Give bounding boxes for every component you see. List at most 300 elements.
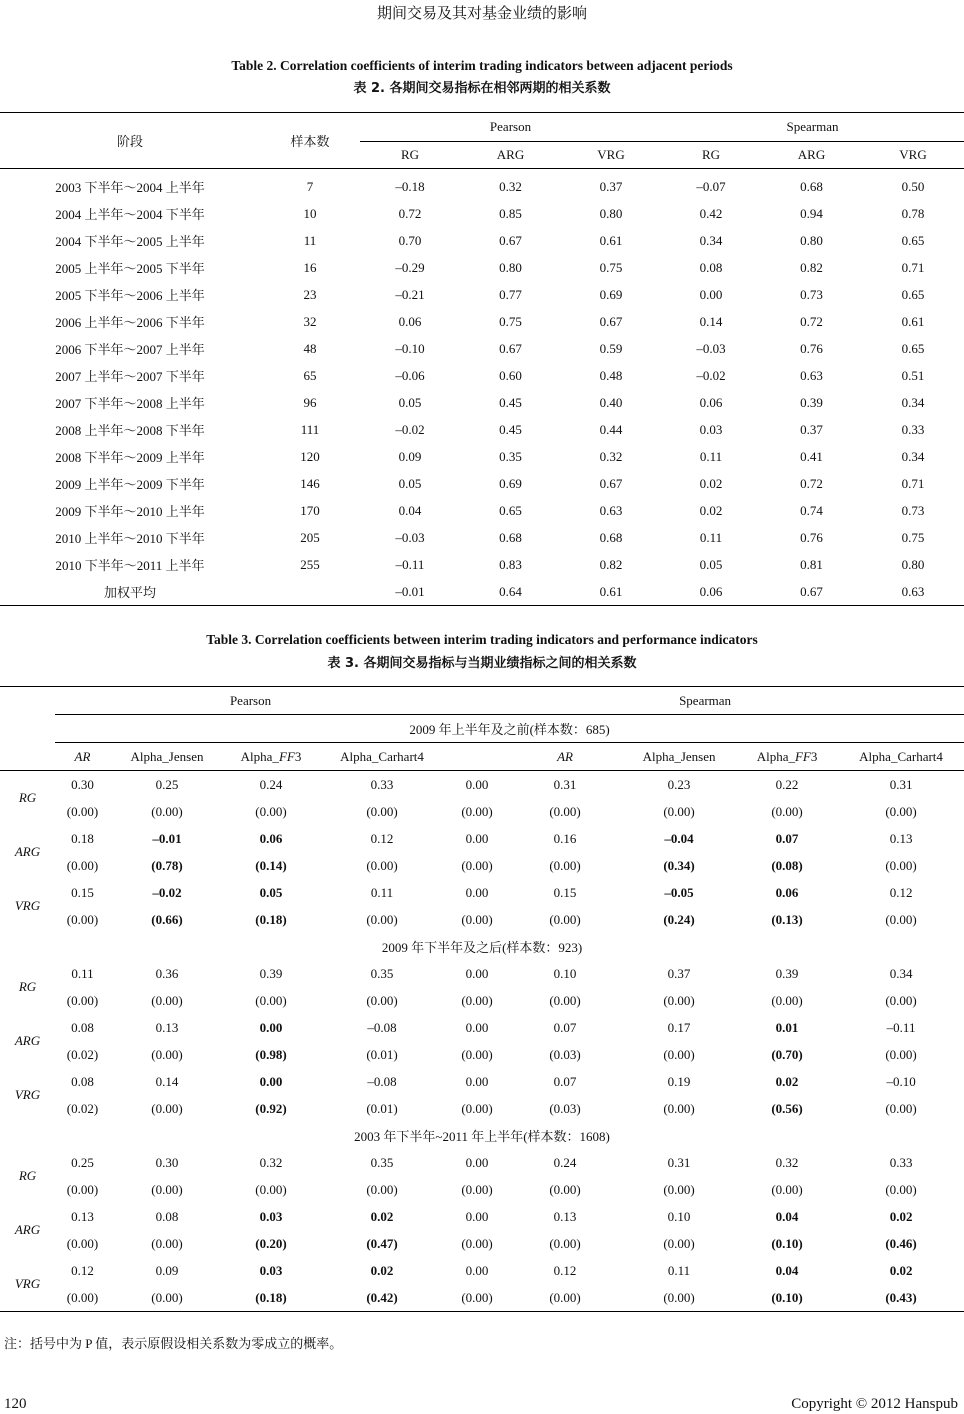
table-row: [0, 200, 964, 227]
table-row: [0, 281, 964, 308]
table-row: [0, 227, 964, 254]
p-value-cell: (0.00): [151, 1181, 183, 1197]
coef-cell: 0.65: [901, 286, 925, 302]
period-cell: 2004 上半年～2004 下半年: [55, 207, 205, 222]
coef-cell: 0.67: [499, 340, 522, 356]
p-value-cell: (0.00): [66, 1235, 99, 1251]
row-label: RG: [18, 979, 37, 994]
p-value-cell: (0.03): [549, 1100, 581, 1116]
coef-cell: 0.11: [699, 529, 723, 545]
coef-cell: 0.00: [465, 1019, 489, 1035]
coef-cell: 0.08: [155, 1208, 179, 1224]
p-value-cell: (0.00): [66, 803, 99, 819]
period-cell: 加权平均: [103, 585, 156, 600]
col-header: AR: [508, 743, 622, 771]
coef-cell: 0.33: [370, 776, 394, 792]
sample-size-cell: [260, 578, 360, 606]
coef-cell: 0.25: [155, 776, 179, 792]
coef-cell: 0.03: [699, 421, 723, 437]
period-cell: 2005 下半年～2006 上半年: [55, 288, 205, 303]
p-value-cell: (0.34): [663, 857, 695, 873]
coef-cell: 0.60: [499, 367, 522, 383]
p-value-cell: (0.00): [663, 1100, 695, 1116]
coef-cell: 0.33: [889, 1154, 913, 1170]
coef-cell: –0.06: [395, 367, 425, 383]
coef-cell: 0.83: [499, 556, 522, 572]
coef-cell: –0.05: [664, 884, 694, 900]
coef-cell: 0.37: [800, 421, 823, 437]
period-cell: 2006 下半年～2007 上半年: [55, 342, 205, 357]
coef-cell: 0.80: [499, 259, 522, 275]
table2-caption-en: Table 2. Correlation coefficients of interim trading indicators between adjacent periods: [231, 58, 733, 73]
coef-cell: 0.50: [901, 178, 925, 194]
coef-cell: 0.75: [599, 259, 623, 275]
coef-cell: 0.68: [800, 178, 823, 194]
coef-cell: 0.06: [775, 884, 799, 900]
col-header: [446, 743, 508, 771]
table-row-pvalue: [0, 906, 964, 933]
table-row: [0, 1068, 964, 1095]
period-cell: 2010 上半年～2010 下半年: [55, 531, 205, 546]
coef-cell: 0.72: [800, 475, 823, 491]
coef-cell: 0.70: [398, 232, 422, 248]
col-header: Alpha_Carhart4: [318, 743, 446, 771]
table-row: [0, 1203, 964, 1230]
col-header: Alpha_Carhart4: [838, 743, 964, 771]
p-value-cell: (0.01): [366, 1046, 398, 1062]
coef-cell: 0.08: [71, 1019, 94, 1035]
row-label: VRG: [14, 1276, 41, 1291]
coef-cell: 0.03: [259, 1208, 283, 1224]
col-header: Alpha_Jensen: [622, 743, 736, 771]
p-value-cell: (0.00): [461, 1181, 493, 1197]
p-value-cell: (0.00): [461, 992, 493, 1008]
coef-cell: 0.75: [499, 313, 522, 329]
table-row-pvalue: [0, 798, 964, 825]
coef-cell: 0.63: [599, 502, 623, 518]
table-row: [0, 470, 964, 497]
coef-cell: 0.05: [398, 394, 422, 410]
sample-size-cell: 111: [300, 421, 320, 437]
coef-cell: 0.00: [259, 1019, 283, 1035]
table-row: [0, 335, 964, 362]
p-value-cell: (0.78): [151, 857, 183, 873]
coef-cell: 0.25: [71, 1154, 94, 1170]
p-value-cell: (0.00): [549, 803, 581, 819]
coef-cell: 0.10: [553, 965, 577, 981]
coef-cell: 0.37: [667, 965, 691, 981]
section-title: 2009 年下半年及之后(样本数：923): [381, 940, 583, 955]
period-cell: 2003 下半年～2004 上半年: [55, 180, 205, 195]
p-value-cell: (0.02): [66, 1100, 99, 1116]
coef-cell: –0.21: [395, 286, 425, 302]
coef-cell: 0.35: [370, 1154, 394, 1170]
p-value-cell: (0.00): [366, 911, 398, 927]
coef-cell: 0.65: [499, 502, 522, 518]
coef-cell: –0.08: [367, 1073, 397, 1089]
sample-size-cell: 7: [306, 178, 314, 194]
coef-cell: 0.39: [259, 965, 283, 981]
coef-cell: –0.03: [696, 340, 726, 356]
group-spearman: Spearman: [661, 113, 964, 142]
coef-cell: 0.02: [775, 1073, 799, 1089]
col-header: Alpha_FF3: [736, 743, 838, 771]
coef-cell: 0.09: [155, 1262, 179, 1278]
col-header: Alpha_Jensen: [110, 743, 224, 771]
p-value-cell: (0.00): [151, 1289, 183, 1305]
sub-col-header: VRG: [862, 142, 964, 169]
coef-cell: 0.02: [699, 475, 723, 491]
coef-cell: 0.09: [398, 448, 422, 464]
coef-cell: 0.19: [667, 1073, 691, 1089]
p-value-cell: (0.56): [771, 1100, 803, 1116]
p-value-cell: (0.18): [255, 1289, 287, 1305]
group-pearson: Pearson: [55, 687, 446, 715]
coef-cell: 0.12: [553, 1262, 577, 1278]
coef-cell: –0.02: [696, 367, 726, 383]
table-row-pvalue: [0, 987, 964, 1014]
sub-col-header: VRG: [561, 142, 661, 169]
period-cell: 2009 上半年～2009 下半年: [55, 477, 205, 492]
coef-cell: –0.07: [696, 178, 726, 194]
coef-cell: 0.76: [800, 529, 823, 545]
p-value-cell: (0.00): [66, 911, 99, 927]
coef-cell: 0.80: [901, 556, 925, 572]
coef-cell: 0.34: [901, 448, 925, 464]
coef-cell: 0.77: [499, 286, 522, 302]
p-value-cell: (0.00): [255, 803, 287, 819]
coef-cell: 0.51: [901, 367, 925, 383]
p-value-cell: (0.00): [549, 1181, 581, 1197]
coef-cell: 0.65: [901, 340, 925, 356]
table-row: [0, 416, 964, 443]
p-value-cell: (0.14): [255, 857, 287, 873]
coef-cell: 0.44: [599, 421, 623, 437]
coef-cell: 0.15: [71, 884, 94, 900]
p-value-cell: (0.00): [663, 1181, 695, 1197]
coef-cell: –0.01: [152, 830, 182, 846]
sample-size-cell: 255: [300, 556, 320, 572]
coef-cell: 0.45: [499, 421, 522, 437]
row-label: VRG: [14, 898, 41, 913]
table-row-pvalue: [0, 1284, 964, 1312]
coef-cell: 0.85: [499, 205, 522, 221]
coef-cell: 0.11: [699, 448, 723, 464]
coef-cell: –0.18: [395, 178, 425, 194]
coef-cell: 0.94: [800, 205, 823, 221]
coef-cell: 0.16: [553, 830, 577, 846]
table-row-pvalue: [0, 1095, 964, 1122]
coef-cell: 0.02: [370, 1208, 394, 1224]
p-value-cell: (0.00): [66, 992, 99, 1008]
coef-cell: –0.02: [395, 421, 425, 437]
period-cell: 2008 下半年～2009 上半年: [55, 450, 205, 465]
coef-cell: 0.14: [699, 313, 723, 329]
table-row: [0, 825, 964, 852]
p-value-cell: (0.10): [771, 1235, 803, 1251]
period-cell: 2009 下半年～2010 上半年: [55, 504, 205, 519]
row-label: ARG: [14, 1033, 41, 1048]
coef-cell: 0.12: [889, 884, 913, 900]
p-value-cell: (0.46): [885, 1235, 917, 1251]
table-row: [0, 1014, 964, 1041]
coef-cell: 0.02: [370, 1262, 394, 1278]
row-label: ARG: [14, 1222, 41, 1237]
coef-cell: 0.61: [599, 232, 623, 248]
coef-cell: –0.03: [395, 529, 425, 545]
coef-cell: 0.78: [901, 205, 925, 221]
coef-cell: 0.06: [699, 583, 723, 599]
section-title: 2009 年上半年及之前(样本数：685): [55, 715, 964, 743]
coef-cell: 0.81: [800, 556, 823, 572]
coef-cell: 0.61: [901, 313, 925, 329]
coef-cell: 0.17: [667, 1019, 691, 1035]
coef-cell: 0.76: [800, 340, 823, 356]
sample-size-cell: 65: [303, 367, 317, 383]
table-row-pvalue: [0, 1176, 964, 1203]
coef-cell: –0.01: [395, 583, 425, 599]
sample-size-cell: 23: [303, 286, 317, 302]
coef-cell: 0.69: [499, 475, 522, 491]
coef-cell: 0.72: [800, 313, 823, 329]
coef-cell: 0.36: [155, 965, 179, 981]
table3-caption-zh: 表 3. 各期间交易指标与当期业绩指标之间的相关系数: [327, 656, 637, 671]
coef-cell: 0.61: [599, 583, 623, 599]
coef-cell: 0.08: [71, 1073, 94, 1089]
coef-cell: 0.31: [553, 776, 577, 792]
coef-cell: 0.12: [71, 1262, 94, 1278]
coef-cell: 0.02: [699, 502, 723, 518]
coef-cell: 0.71: [901, 259, 925, 275]
coef-cell: 0.39: [800, 394, 823, 410]
coef-cell: 0.08: [699, 259, 723, 275]
table-row: [0, 771, 964, 799]
p-value-cell: (0.98): [255, 1046, 287, 1062]
p-value-cell: (0.00): [461, 857, 493, 873]
p-value-cell: (0.00): [549, 911, 581, 927]
p-value-cell: (0.00): [461, 911, 493, 927]
coef-cell: 0.67: [499, 232, 522, 248]
p-value-cell: (0.00): [151, 1235, 183, 1251]
p-value-cell: (0.10): [771, 1289, 803, 1305]
p-value-cell: (0.08): [771, 857, 803, 873]
table3: [0, 686, 964, 1312]
p-value-cell: (0.00): [366, 1181, 398, 1197]
sample-size-cell: 10: [303, 205, 317, 221]
p-value-cell: (0.03): [549, 1046, 581, 1062]
section-row: [0, 1122, 964, 1149]
coef-cell: 0.05: [398, 475, 422, 491]
coef-cell: 0.00: [465, 1208, 489, 1224]
p-value-cell: (0.00): [366, 857, 398, 873]
coef-cell: 0.24: [553, 1154, 577, 1170]
coef-cell: 0.37: [599, 178, 623, 194]
table-row: [0, 578, 964, 606]
col-header: AR: [55, 743, 110, 771]
coef-cell: 0.80: [599, 205, 623, 221]
col-header-italic: FF: [794, 748, 811, 764]
p-value-cell: (0.00): [663, 1235, 695, 1251]
coef-cell: 0.02: [889, 1262, 913, 1278]
table-row: [0, 1149, 964, 1176]
table-row: [0, 169, 964, 201]
table-note: 注：括号中为 P 值，表示原假设相关系数为零成立的概率。: [4, 1336, 343, 1351]
p-value-cell: (0.00): [461, 1289, 493, 1305]
coef-cell: 0.82: [800, 259, 823, 275]
coef-cell: 0.32: [599, 448, 623, 464]
coef-cell: 0.34: [889, 965, 913, 981]
period-cell: 2006 上半年～2006 下半年: [55, 315, 205, 330]
coef-cell: –0.10: [395, 340, 425, 356]
coef-cell: 0.14: [155, 1073, 179, 1089]
sub-col-header: ARG: [460, 142, 561, 169]
coef-cell: 0.11: [71, 965, 94, 981]
p-value-cell: (0.70): [771, 1046, 803, 1062]
p-value-cell: (0.00): [255, 992, 287, 1008]
p-value-cell: (0.00): [66, 1181, 99, 1197]
row-label: RG: [18, 790, 37, 805]
coef-cell: 0.18: [71, 830, 94, 846]
col-period: 阶段: [0, 113, 260, 169]
table2-caption-zh: 表 2. 各期间交易指标在相邻两期的相关系数: [353, 81, 611, 96]
row-label: ARG: [14, 844, 41, 859]
col-sample-size: 样本数: [260, 113, 360, 169]
p-value-cell: (0.66): [151, 911, 183, 927]
coef-cell: 0.06: [699, 394, 723, 410]
coef-cell: 0.64: [499, 583, 522, 599]
table-row-pvalue: [0, 1230, 964, 1257]
coef-cell: 0.67: [599, 313, 623, 329]
coef-cell: 0.69: [599, 286, 623, 302]
coef-cell: 0.82: [599, 556, 623, 572]
coef-cell: 0.12: [370, 830, 394, 846]
coef-cell: 0.35: [370, 965, 394, 981]
copyright: Copyright © 2012 Hanspub: [791, 1396, 958, 1412]
p-value-cell: (0.00): [549, 1289, 581, 1305]
coef-cell: 0.24: [259, 776, 283, 792]
p-value-cell: (0.00): [151, 992, 183, 1008]
table-row: [0, 879, 964, 906]
p-value-cell: (0.00): [885, 1100, 917, 1116]
coef-cell: 0.30: [71, 776, 94, 792]
p-value-cell: (0.00): [885, 911, 917, 927]
coef-cell: 0.00: [259, 1073, 283, 1089]
coef-cell: 0.40: [599, 394, 623, 410]
sample-size-cell: 32: [303, 313, 317, 329]
coef-cell: 0.71: [901, 475, 925, 491]
sample-size-cell: 11: [303, 232, 317, 248]
p-value-cell: (0.47): [366, 1235, 398, 1251]
table-row: [0, 524, 964, 551]
p-value-cell: (0.00): [663, 992, 695, 1008]
p-value-cell: (0.00): [663, 803, 695, 819]
period-cell: 2010 下半年～2011 上半年: [55, 558, 205, 573]
section-title: 2003 年下半年~2011 年上半年(样本数：1608): [354, 1129, 610, 1144]
coef-cell: 0.30: [155, 1154, 179, 1170]
coef-cell: 0.04: [398, 502, 422, 518]
p-value-cell: (0.00): [151, 1046, 183, 1062]
p-value-cell: (0.00): [885, 992, 917, 1008]
coef-cell: 0.80: [800, 232, 823, 248]
period-cell: 2007 上半年～2007 下半年: [55, 369, 205, 384]
table-row: [0, 960, 964, 987]
table3-caption-en: Table 3. Correlation coefficients between interim trading indicators and performance indicators: [206, 632, 758, 647]
p-value-cell: (0.00): [151, 803, 183, 819]
p-value-cell: (0.00): [366, 803, 398, 819]
coef-cell: 0.13: [71, 1208, 94, 1224]
p-value-cell: (0.00): [461, 803, 493, 819]
coef-cell: 0.39: [775, 965, 799, 981]
p-value-cell: (0.01): [366, 1100, 398, 1116]
coef-cell: 0.05: [699, 556, 723, 572]
table-row-pvalue: [0, 1041, 964, 1068]
coef-cell: 0.67: [599, 475, 623, 491]
table-row: [0, 551, 964, 578]
coef-cell: 0.23: [667, 776, 691, 792]
coef-cell: 0.34: [699, 232, 723, 248]
coef-cell: 0.00: [465, 1073, 489, 1089]
coef-cell: 0.06: [398, 313, 422, 329]
coef-cell: 0.73: [800, 286, 823, 302]
p-value-cell: (0.18): [255, 911, 287, 927]
sample-size-cell: 16: [303, 259, 317, 275]
sample-size-cell: 170: [300, 502, 320, 518]
coef-cell: 0.11: [370, 884, 394, 900]
coef-cell: 0.07: [775, 830, 799, 846]
coef-cell: 0.31: [889, 776, 913, 792]
coef-cell: 0.15: [553, 884, 577, 900]
p-value-cell: (0.00): [663, 1046, 695, 1062]
coef-cell: 0.34: [901, 394, 925, 410]
coef-cell: 0.63: [800, 367, 823, 383]
p-value-cell: (0.00): [255, 1181, 287, 1197]
coef-cell: 0.10: [667, 1208, 691, 1224]
coef-cell: 0.45: [499, 394, 522, 410]
table-row: [0, 1257, 964, 1284]
sub-col-header: RG: [661, 142, 761, 169]
coef-cell: 0.65: [901, 232, 925, 248]
p-value-cell: (0.00): [461, 1235, 493, 1251]
coef-cell: 0.31: [667, 1154, 691, 1170]
coef-cell: 0.06: [259, 830, 283, 846]
coef-cell: 0.02: [889, 1208, 913, 1224]
coef-cell: 0.67: [800, 583, 823, 599]
p-value-cell: (0.00): [771, 992, 803, 1008]
sub-col-header: ARG: [761, 142, 862, 169]
row-label: RG: [18, 1168, 37, 1183]
period-cell: 2004 下半年～2005 上半年: [55, 234, 205, 249]
coef-cell: 0.13: [553, 1208, 577, 1224]
coef-cell: –0.11: [395, 556, 425, 572]
p-value-cell: (0.00): [66, 1289, 99, 1305]
coef-cell: –0.08: [367, 1019, 397, 1035]
group-spearman: Spearman: [446, 687, 964, 715]
coef-cell: 0.00: [699, 286, 723, 302]
coef-cell: –0.29: [395, 259, 425, 275]
row-label: VRG: [14, 1087, 41, 1102]
p-value-cell: (0.00): [549, 992, 581, 1008]
coef-cell: 0.01: [775, 1019, 799, 1035]
coef-cell: 0.11: [667, 1262, 691, 1278]
coef-cell: 0.13: [155, 1019, 179, 1035]
col-header: Alpha_FF3: [224, 743, 318, 771]
coef-cell: 0.42: [699, 205, 723, 221]
table-row: [0, 254, 964, 281]
coef-cell: 0.59: [599, 340, 623, 356]
sample-size-cell: 205: [300, 529, 320, 545]
coef-cell: 0.41: [800, 448, 823, 464]
coef-cell: –0.11: [886, 1019, 916, 1035]
